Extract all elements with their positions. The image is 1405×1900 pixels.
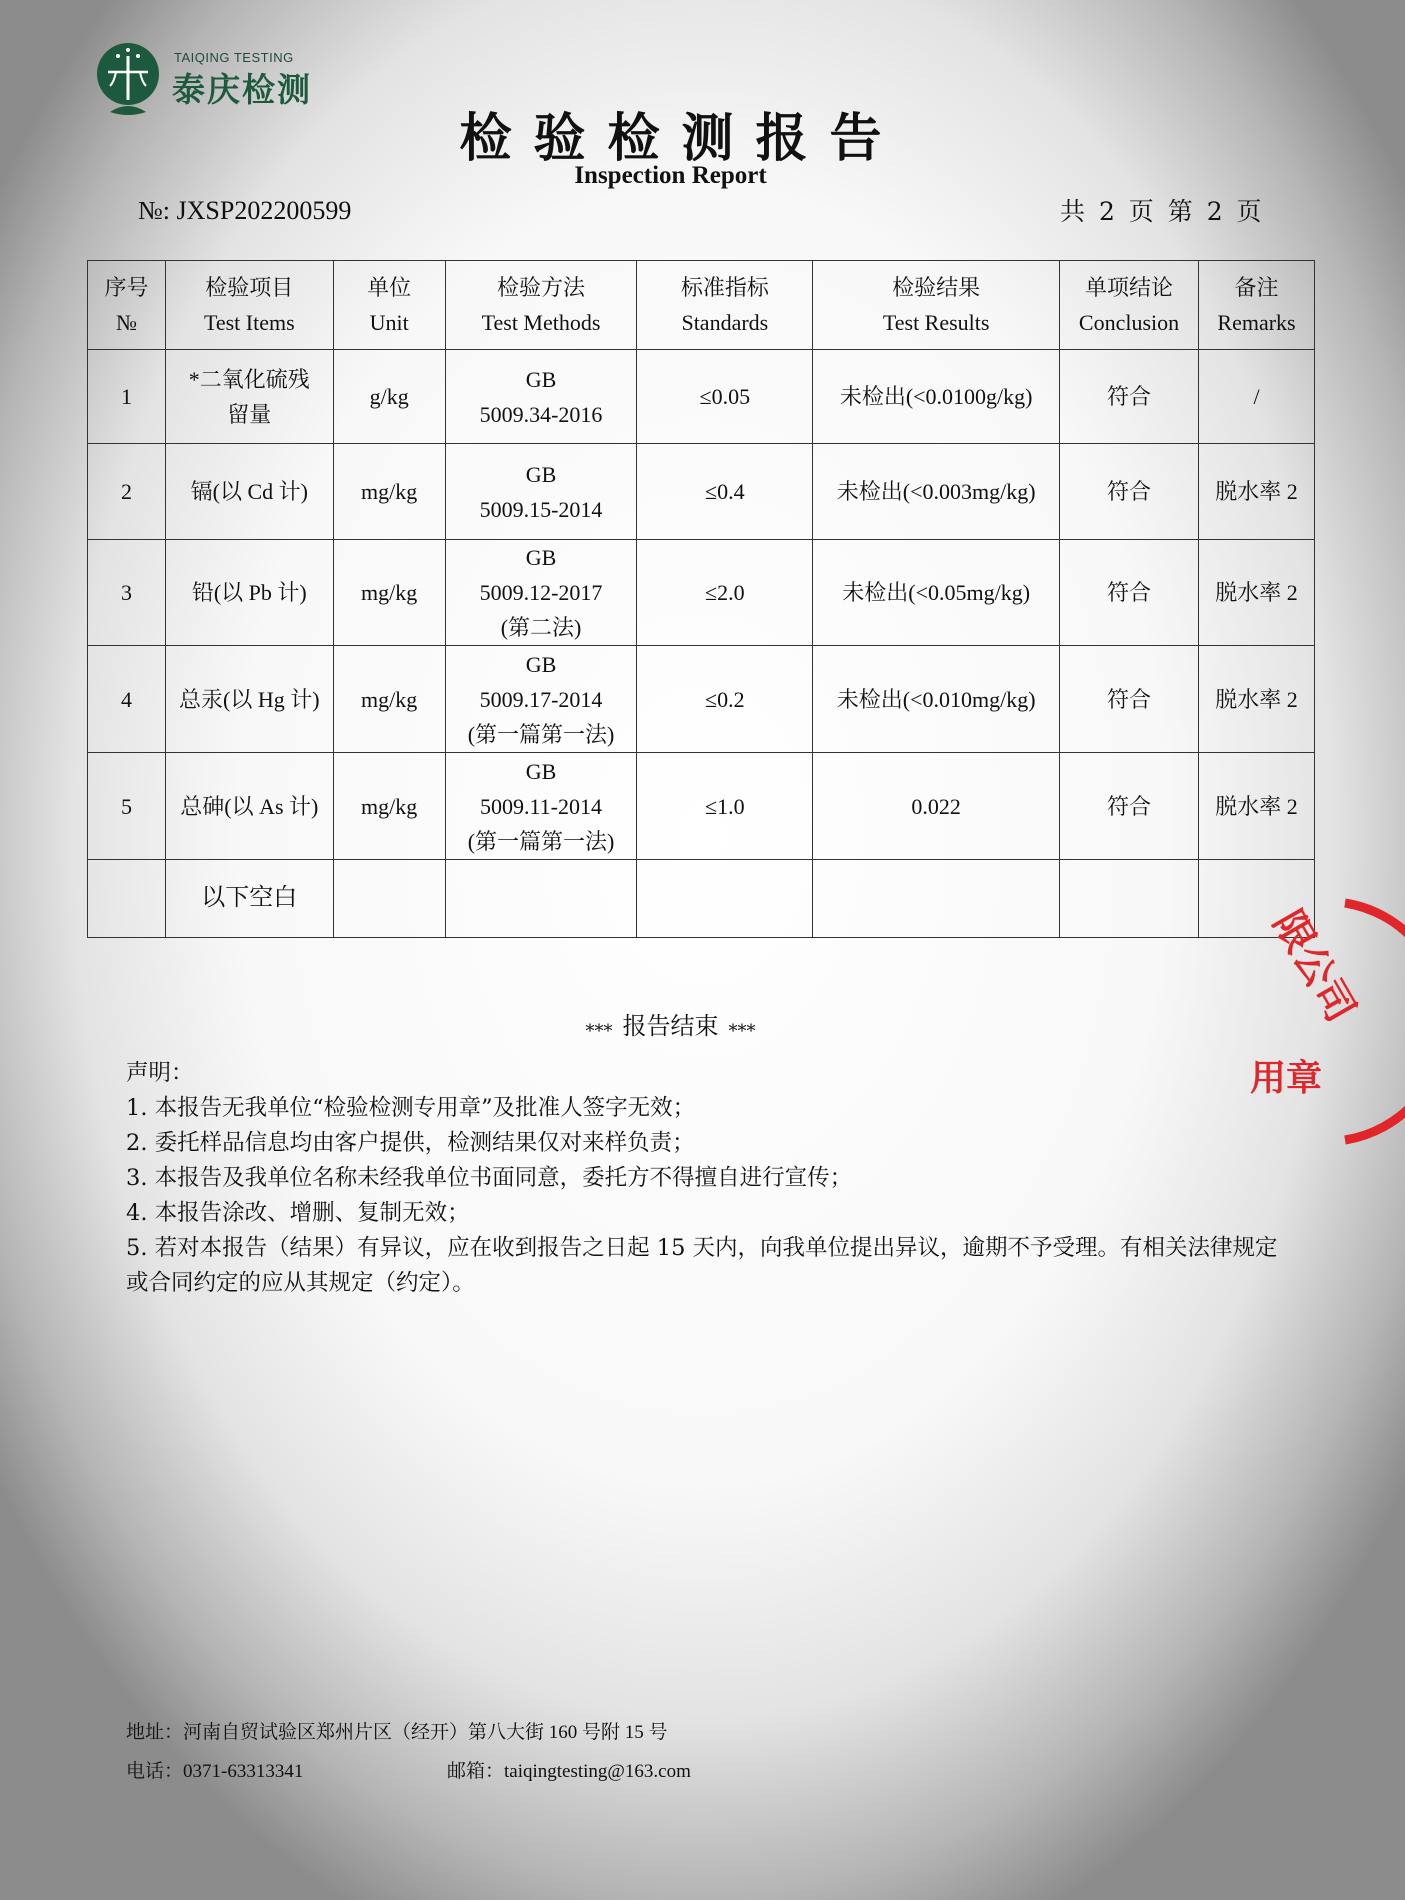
column-header-en: Test Methods [481, 310, 601, 335]
table-row [88, 646, 1315, 753]
cell-line: 5009.11-2014 [480, 793, 603, 819]
cell-result: 0.022 [813, 753, 1060, 860]
column-header-en: Standards [681, 310, 769, 335]
cell-unit: mg/kg [333, 444, 445, 540]
cell-result: 未检出(<0.05mg/kg) [813, 540, 1060, 646]
column-header-cn: 检验结果 [892, 275, 981, 300]
declaration-item: 2. 委托样品信息均由客户提供，检测结果仅对来样负责； [126, 1130, 695, 1156]
cell-item [165, 646, 333, 753]
table-row [88, 753, 1315, 860]
blank-cell [1199, 860, 1315, 938]
cell-standard: ≤2.0 [637, 540, 813, 646]
cell-line: 5009.34-2016 [479, 401, 603, 427]
cell-item [165, 753, 333, 860]
cell-standard: ≤1.0 [637, 753, 813, 860]
column-header-en: Conclusion [1078, 310, 1180, 335]
blank-cell [813, 860, 1060, 938]
logo-chinese-name: 泰庆检测 [172, 70, 312, 109]
cell-line: 镉(以 Cd 计) [190, 479, 308, 504]
blank-cell [88, 860, 166, 938]
logo-english-name: TAIQING TESTING [174, 50, 294, 65]
cell-line: 5009.15-2014 [479, 496, 603, 522]
cell-standard: ≤0.4 [637, 444, 813, 540]
column-header [637, 261, 813, 350]
cell-line: 5009.12-2017 [479, 580, 603, 605]
column-header-cn: 序号 [104, 275, 149, 300]
report-end [0, 1006, 1341, 1041]
cell-line: GB [525, 461, 557, 487]
blank-cell [637, 860, 813, 938]
cell-unit: g/kg [333, 350, 445, 444]
cell-method [445, 753, 637, 860]
report-number: №: JXSP202200599 [138, 196, 352, 225]
cell-no: 4 [88, 646, 166, 753]
cell-line: 5009.17-2014 [479, 686, 603, 712]
column-header [333, 261, 445, 350]
report-title: 检验检测报告 [459, 108, 904, 169]
declaration-item: 5. 若对本报告（结果）有异议，应在收到报告之日起 15 天内，向我单位提出异议，逾期不予受理。有相关法律规定或合同约定的应从其规定（约定）。 [126, 1235, 1278, 1296]
cell-standard: ≤0.2 [637, 646, 813, 753]
table-row [88, 350, 1315, 444]
page-count: 共 2 页 第 2 页 [1060, 197, 1262, 226]
cell-result: 未检出(<0.010mg/kg) [813, 646, 1060, 753]
cell-line: GB [525, 366, 557, 392]
column-header-cn: 备注 [1234, 275, 1279, 300]
cell-item [165, 350, 333, 444]
cell-remark: 脱水率 2 [1199, 646, 1315, 753]
column-header [813, 261, 1060, 350]
footer-address: 地址：河南自贸试验区郑州片区（经开）第八大街 160 号附 15 号 [126, 1722, 668, 1743]
end-text: 报告结束 [622, 1012, 719, 1040]
column-header [165, 261, 333, 350]
declaration [126, 1056, 1286, 1301]
cell-conclusion: 符合 [1060, 350, 1199, 444]
cell-no: 1 [88, 350, 166, 444]
cell-remark: 脱水率 2 [1199, 444, 1315, 540]
cell-method [445, 540, 637, 646]
cell-line: (第一篇第一法) [467, 828, 615, 854]
blank-cell [1060, 860, 1199, 938]
cell-conclusion: 符合 [1060, 646, 1199, 753]
cell-line: 铅(以 Pb 计) [191, 580, 307, 605]
cell-unit: mg/kg [333, 753, 445, 860]
cell-result: 未检出(<0.0100g/kg) [813, 350, 1060, 444]
cell-conclusion: 符合 [1060, 540, 1199, 646]
column-header-en: Test Results [882, 310, 990, 335]
column-header-en: Unit [369, 310, 409, 335]
cell-no: 2 [88, 444, 166, 540]
column-header [1199, 261, 1315, 350]
column-header-cn: 检验方法 [497, 275, 586, 300]
cell-line: GB [525, 758, 557, 784]
cell-line: GB [525, 651, 557, 677]
column-header-en: Remarks [1217, 310, 1296, 335]
cell-line: GB [525, 545, 557, 570]
blank-cell [445, 860, 637, 938]
cell-line: 总砷(以 As 计) [180, 793, 319, 819]
table-header-row [88, 261, 1315, 350]
end-stars-left: *** [585, 1021, 613, 1042]
cell-unit: mg/kg [333, 646, 445, 753]
table-row [88, 540, 1315, 646]
declaration-item: 3. 本报告及我单位名称未经我单位书面同意，委托方不得擅自进行宣传； [126, 1165, 853, 1191]
cell-method [445, 350, 637, 444]
cell-no: 3 [88, 540, 166, 646]
column-header-en: Test Items [203, 310, 295, 335]
column-header [445, 261, 637, 350]
declaration-item: 4. 本报告涂改、增删、复制无效； [126, 1200, 470, 1226]
footer-phone: 电话：0371-63313341 [126, 1761, 304, 1782]
cell-conclusion: 符合 [1060, 753, 1199, 860]
cell-remark: / [1199, 350, 1315, 444]
table-row-blank [88, 860, 1315, 938]
column-header-en: № [115, 310, 137, 335]
footer-email: 邮箱：taiqingtesting@163.com [447, 1761, 691, 1782]
stamp-text: 限公司 [1264, 902, 1364, 1030]
cell-remark: 脱水率 2 [1199, 540, 1315, 646]
column-header [88, 261, 166, 350]
cell-line: (第一篇第一法) [467, 721, 615, 747]
report-subtitle: Inspection Report [574, 162, 767, 189]
column-header-cn: 单项结论 [1085, 275, 1174, 300]
column-header-cn: 单位 [367, 275, 412, 300]
cell-no: 5 [88, 753, 166, 860]
cell-line: *二氧化硫残 [188, 366, 310, 392]
stamp-text-2: 用章 [1250, 1058, 1323, 1099]
cell-method [445, 444, 637, 540]
cell-method [445, 646, 637, 753]
cell-item [165, 444, 333, 540]
column-header-cn: 标准指标 [680, 275, 769, 300]
cell-item [165, 540, 333, 646]
cell-standard: ≤0.05 [637, 350, 813, 444]
declaration-heading: 声明： [126, 1060, 194, 1086]
cell-line: 总汞(以 Hg 计) [179, 686, 320, 712]
column-header [1060, 261, 1199, 350]
table-row [88, 444, 1315, 540]
cell-unit: mg/kg [333, 540, 445, 646]
results-table [87, 260, 1315, 938]
blank-note: 以下空白 [165, 860, 333, 938]
cell-line: (第二法) [500, 615, 582, 640]
cell-line: 留量 [227, 401, 272, 427]
end-stars-right: *** [728, 1021, 756, 1042]
cell-result: 未检出(<0.003mg/kg) [813, 444, 1060, 540]
cell-conclusion: 符合 [1060, 444, 1199, 540]
blank-cell [333, 860, 445, 938]
column-header-cn: 检验项目 [205, 275, 294, 300]
declaration-item: 1. 本报告无我单位“检验检测专用章”及批准人签字无效； [126, 1095, 696, 1121]
cell-remark: 脱水率 2 [1199, 753, 1315, 860]
